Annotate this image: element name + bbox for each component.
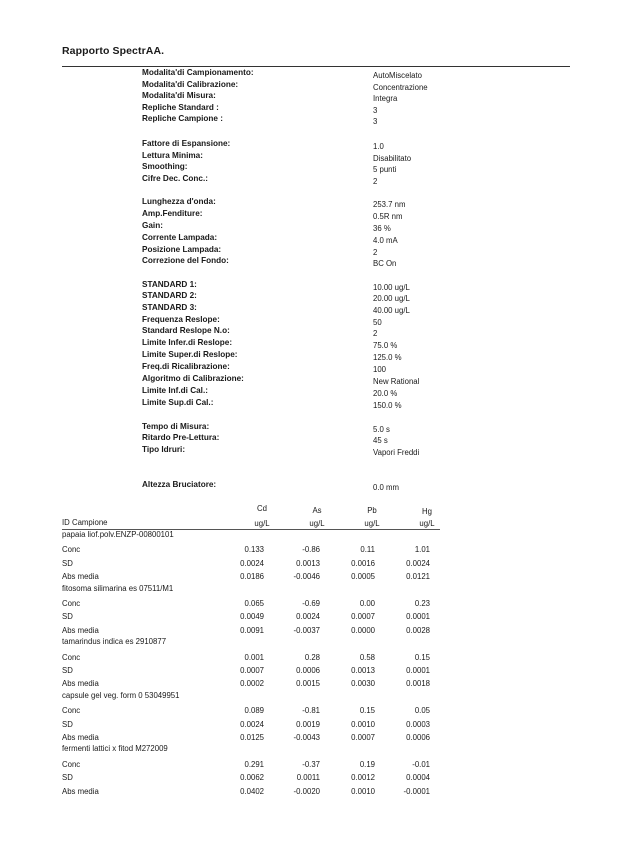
value-cell-cd: 0.0402	[240, 786, 264, 796]
table-row	[0, 626, 623, 638]
parameter-value: 45 s	[373, 436, 388, 445]
parameter-label: Standard Reslope N.o:	[142, 326, 230, 335]
value-cell-hg: 0.0121	[406, 572, 430, 582]
parameter-value: 3	[373, 117, 378, 126]
parameter-row	[0, 480, 623, 492]
row-label: Abs media	[62, 733, 99, 742]
parameter-value: 5.0 s	[373, 425, 390, 434]
value-cell-as: -0.0046	[293, 572, 320, 582]
value-cell-hg: 0.0018	[406, 679, 430, 689]
table-row	[0, 773, 623, 785]
value-cell-cd: 0.0049	[240, 612, 264, 622]
parameter-row	[0, 445, 623, 457]
parameter-label: STANDARD 2:	[142, 291, 197, 300]
value-cell-as: 0.0024	[296, 612, 320, 622]
parameter-value: 40.00 ug/L	[373, 306, 410, 315]
value-cell-cd: 0.089	[244, 706, 264, 716]
parameter-value: 36 %	[373, 224, 391, 233]
value-cell-as: -0.0043	[293, 733, 320, 742]
parameter-value: 3	[373, 106, 378, 115]
value-cell-pb: 0.0010	[351, 786, 375, 796]
sample-name: tamarindus indica es 2910877	[62, 637, 167, 647]
parameter-value: New Rational	[373, 377, 420, 386]
element-header-cd: Cd	[257, 504, 267, 513]
parameter-row	[0, 139, 623, 151]
parameter-row	[0, 68, 623, 80]
parameter-value: 1.0	[373, 142, 384, 151]
header-rule	[62, 66, 570, 67]
sample-name: papaia liof.polv.ENZP-00800101	[62, 530, 174, 539]
parameter-row	[0, 362, 623, 374]
parameter-label: Limite Inf.di Cal.:	[142, 386, 208, 395]
value-cell-hg: 0.0001	[406, 666, 430, 675]
value-cell-hg: -0.01	[412, 759, 430, 769]
parameter-value: 2	[373, 177, 378, 186]
value-cell-pb: 0.0030	[351, 679, 375, 689]
parameter-label: Fattore di Espansione:	[142, 139, 231, 148]
parameter-value: 100	[373, 365, 387, 374]
report-title: Rapporto SpectrAA.	[62, 45, 165, 57]
parameter-row	[0, 114, 623, 126]
sample-name-row	[0, 584, 623, 596]
parameter-label: Smoothing:	[142, 162, 188, 171]
value-cell-cd: 0.0024	[240, 558, 264, 568]
table-row	[0, 706, 623, 718]
unit-header-pb: ug/L	[364, 519, 380, 528]
parameter-label: Limite Infer.di Reslope:	[142, 338, 233, 347]
value-cell-as: -0.81	[302, 706, 320, 716]
table-row	[0, 599, 623, 611]
table-row	[0, 760, 623, 772]
parameter-value: Integra	[373, 94, 398, 103]
value-cell-cd: 0.0062	[240, 773, 264, 783]
value-cell-pb: 0.0012	[351, 773, 375, 783]
element-header-as: As	[312, 506, 322, 515]
table-row	[0, 679, 623, 691]
parameter-row	[0, 326, 623, 338]
parameter-value: 75.0 %	[373, 341, 398, 350]
value-cell-hg: 0.0003	[406, 719, 430, 729]
parameter-value: 5 punti	[373, 165, 397, 174]
unit-header-as: ug/L	[309, 519, 325, 528]
value-cell-as: 0.0011	[296, 773, 320, 783]
value-cell-cd: 0.133	[244, 545, 264, 555]
parameter-row	[0, 91, 623, 103]
parameter-label: Altezza Bruciatore:	[142, 480, 217, 489]
parameter-value: 253.7 nm	[373, 200, 406, 209]
table-row	[0, 720, 623, 732]
parameter-value: 20.00 ug/L	[373, 294, 410, 303]
value-cell-as: -0.0037	[293, 625, 320, 635]
value-cell-pb: 0.00	[359, 599, 375, 608]
parameter-row	[0, 291, 623, 303]
sample-name: fitosoma silimarina es 07511/M1	[62, 583, 174, 593]
value-cell-hg: 0.0024	[406, 558, 430, 568]
value-cell-pb: 0.0013	[351, 666, 375, 675]
parameter-row	[0, 374, 623, 386]
value-cell-as: 0.0013	[296, 558, 320, 568]
parameter-label: Posizione Lampada:	[142, 245, 222, 254]
parameter-label: STANDARD 3:	[142, 303, 197, 312]
value-cell-as: 0.0019	[296, 719, 320, 729]
parameter-label: Correzione del Fondo:	[142, 256, 229, 265]
parameter-value: 125.0 %	[373, 353, 402, 362]
parameter-row	[0, 162, 623, 174]
table-row	[0, 666, 623, 678]
sample-name-row	[0, 744, 623, 756]
parameter-value: Vapori Freddi	[373, 448, 420, 457]
parameter-value: 10.00 ug/L	[373, 283, 410, 292]
unit-header-cd: ug/L	[254, 519, 270, 528]
parameter-label: Modalita'di Calibrazione:	[142, 80, 239, 89]
parameter-label: Repliche Campione :	[142, 114, 223, 123]
parameter-value: 50	[373, 318, 382, 327]
parameter-label: Frequenza Reslope:	[142, 315, 220, 324]
value-cell-pb: 0.0010	[351, 719, 375, 729]
table-row	[0, 545, 623, 557]
row-label: SD	[62, 666, 73, 675]
parameter-label: STANDARD 1:	[142, 280, 197, 289]
parameter-label: Gain:	[142, 221, 163, 230]
value-cell-as: -0.0020	[293, 786, 320, 796]
sample-name-row	[0, 691, 623, 703]
table-row	[0, 653, 623, 665]
row-label: Conc	[62, 759, 81, 769]
unit-header-hg: ug/L	[419, 519, 435, 528]
parameter-value: 150.0 %	[373, 401, 402, 410]
parameter-label: Limite Sup.di Cal.:	[142, 398, 214, 407]
parameter-row	[0, 398, 623, 410]
value-cell-hg: 0.0006	[406, 733, 430, 742]
sample-name-row	[0, 637, 623, 649]
parameter-value: 0.5R nm	[373, 212, 403, 221]
value-cell-as: 0.28	[304, 652, 320, 662]
parameter-label: Cifre Dec. Conc.:	[142, 174, 208, 183]
row-label: Conc	[62, 706, 81, 716]
parameter-row	[0, 433, 623, 445]
value-cell-pb: 0.15	[359, 706, 375, 716]
row-label: Abs media	[62, 625, 99, 635]
row-label: SD	[62, 773, 73, 783]
value-cell-cd: 0.0091	[240, 625, 264, 635]
table-row	[0, 612, 623, 624]
table-header	[0, 504, 623, 528]
element-header-hg: Hg	[422, 507, 432, 516]
parameter-row	[0, 350, 623, 362]
parameter-label: Corrente Lampada:	[142, 233, 218, 242]
parameter-label: Algoritmo di Calibrazione:	[142, 374, 244, 383]
table-row	[0, 787, 623, 799]
parameter-label: Limite Super.di Reslope:	[142, 350, 238, 359]
parameter-label: Repliche Standard :	[142, 103, 219, 112]
parameter-value: 4.0 mA	[373, 236, 398, 245]
parameter-row	[0, 221, 623, 233]
value-cell-pb: 0.0005	[351, 572, 375, 582]
value-cell-hg: 0.0001	[406, 612, 430, 622]
parameter-value: 2	[373, 248, 378, 257]
value-cell-hg: 0.23	[414, 599, 430, 608]
value-cell-cd: 0.291	[244, 759, 264, 769]
table-row	[0, 559, 623, 571]
value-cell-as: 0.0015	[296, 679, 320, 689]
row-label: SD	[62, 719, 73, 729]
parameter-label: Modalita'di Campionamento:	[142, 68, 254, 77]
parameter-value: 20.0 %	[373, 389, 398, 398]
value-cell-as: 0.0006	[296, 666, 320, 675]
parameter-value: Concentrazione	[373, 83, 428, 92]
sample-name: capsule gel veg. form 0 53049951	[62, 690, 180, 700]
value-cell-hg: 0.0004	[406, 773, 430, 783]
value-cell-cd: 0.0186	[240, 572, 264, 582]
parameter-value: Disabilitato	[373, 154, 412, 163]
table-row	[0, 572, 623, 584]
value-cell-hg: 0.15	[414, 652, 430, 662]
parameter-row	[0, 197, 623, 209]
sample-name-row	[0, 530, 623, 542]
value-cell-pb: 0.0007	[351, 733, 375, 742]
value-cell-pb: 0.0000	[351, 625, 375, 635]
value-cell-hg: -0.0001	[403, 786, 430, 796]
value-cell-cd: 0.001	[244, 652, 264, 662]
parameter-label: Ritardo Pre-Lettura:	[142, 433, 220, 442]
value-cell-hg: 0.0028	[406, 625, 430, 635]
table-row	[0, 733, 623, 745]
parameter-label: Freq.di Ricalibrazione:	[142, 362, 230, 371]
parameter-row	[0, 386, 623, 398]
row-label: Conc	[62, 545, 81, 555]
parameter-row	[0, 338, 623, 350]
value-cell-cd: 0.0002	[240, 679, 264, 689]
parameter-label: Tempo di Misura:	[142, 422, 210, 431]
value-cell-pb: 0.0016	[351, 558, 375, 568]
row-label: SD	[62, 558, 73, 568]
parameter-row	[0, 256, 623, 268]
parameter-row	[0, 233, 623, 245]
parameter-value: 0.0 mm	[373, 483, 399, 492]
element-header-pb: Pb	[367, 506, 377, 515]
parameter-label: Lettura Minima:	[142, 151, 203, 160]
value-cell-pb: 0.0007	[351, 612, 375, 622]
parameter-row	[0, 209, 623, 221]
parameter-value: AutoMiscelato	[373, 71, 422, 80]
id-column-header: ID Campione	[62, 518, 108, 527]
row-label: Abs media	[62, 679, 99, 689]
parameter-row	[0, 303, 623, 315]
parameter-value: BC On	[373, 259, 397, 268]
sample-name: fermenti lattici x fitod M272009	[62, 744, 168, 754]
parameter-label: Amp.Fenditure:	[142, 209, 203, 218]
value-cell-hg: 1.01	[414, 545, 430, 555]
row-label: Conc	[62, 652, 81, 662]
value-cell-pb: 0.19	[359, 759, 375, 769]
row-label: SD	[62, 612, 73, 622]
row-label: Abs media	[62, 572, 99, 582]
value-cell-cd: 0.065	[244, 599, 264, 608]
row-label: Abs media	[62, 786, 99, 796]
parameter-row	[0, 174, 623, 186]
value-cell-as: -0.37	[302, 759, 320, 769]
value-cell-as: -0.86	[302, 545, 320, 555]
value-cell-pb: 0.58	[359, 652, 375, 662]
parameter-label: Modalita'di Misura:	[142, 91, 216, 100]
parameter-label: Lunghezza d'onda:	[142, 197, 216, 206]
value-cell-hg: 0.05	[414, 706, 430, 716]
value-cell-as: -0.69	[302, 599, 320, 608]
row-label: Conc	[62, 599, 81, 608]
parameter-value: 2	[373, 329, 378, 338]
value-cell-cd: 0.0007	[240, 666, 264, 675]
value-cell-pb: 0.11	[360, 545, 375, 555]
value-cell-cd: 0.0024	[240, 719, 264, 729]
parameter-label: Tipo Idruri:	[142, 445, 186, 454]
value-cell-cd: 0.0125	[240, 733, 264, 742]
